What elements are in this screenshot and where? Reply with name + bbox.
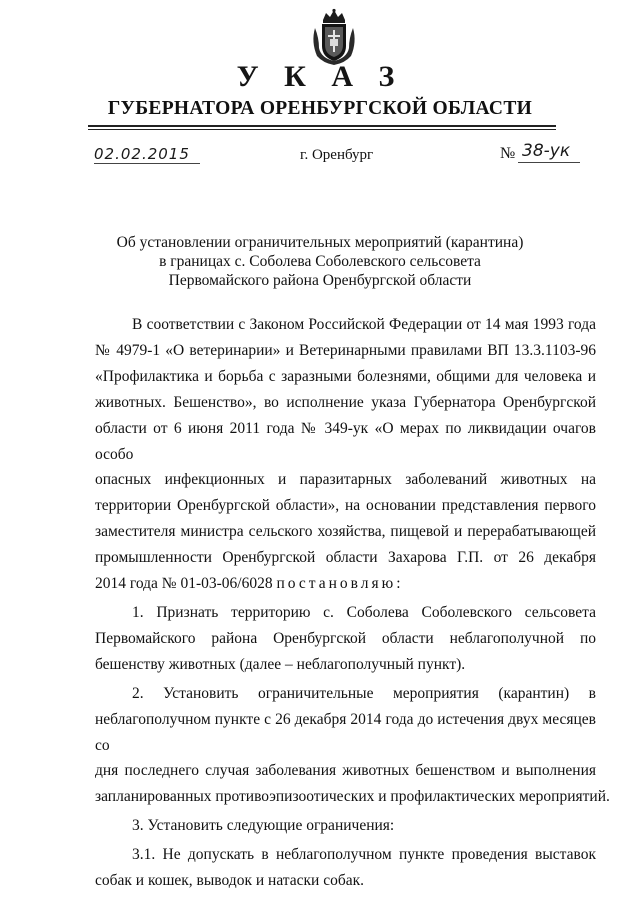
preamble-line: «Профилактика и борьба с заразными болезнями, общими для человека и: [95, 367, 596, 385]
item-line: Первомайского района Оренбургской области неблагополучной по: [95, 629, 596, 647]
date-underline: [94, 163, 200, 164]
decree-title: У К А З: [236, 60, 404, 93]
subject-line: Первомайского района Оренбургской области: [168, 272, 472, 289]
number-underline: [518, 162, 580, 163]
header-divider-thick: [88, 125, 556, 127]
preamble-line: опасных инфекционных и паразитарных заболеваний животных на: [95, 471, 596, 489]
item-2: [95, 681, 610, 811]
subject-line: в границах с. Соболева Соболевского сельсовета: [159, 253, 481, 270]
preamble-line: области от 6 июня 2011 года № 349-ук «О мерах по ликвидации очагов особо: [95, 419, 596, 463]
decree-issuer: ГУБЕРНАТОРА ОРЕНБУРГСКОЙ ОБЛАСТИ: [107, 98, 533, 119]
preamble-line: промышленности Оренбургской области Захарова Г.П. от 26 декабря: [95, 549, 596, 567]
resolution-word: постановляю:: [276, 575, 404, 593]
preamble-line: животных. Бешенство», во исполнение указа Губернатора Оренбургской: [95, 393, 596, 411]
header-divider-thin: [88, 129, 556, 130]
preamble-line: В соответствии с Законом Российской Федерации от 14 мая 1993 года: [132, 316, 596, 333]
subject-line: Об установлении ограничительных мероприятий (карантина): [116, 234, 524, 251]
coat-of-arms-emblem: [309, 8, 359, 66]
item-1: [95, 600, 596, 678]
decree-city: г. Оренбург: [300, 147, 374, 163]
item-3: [95, 813, 596, 839]
decree-subject: [0, 233, 640, 290]
preamble-line: № 4979-1 «О ветеринарии» и Ветеринарными правилами ВП 13.3.1103-96: [95, 341, 596, 359]
preamble-reference: 2014 года № 01-03-06/6028: [95, 575, 273, 593]
item-line: запланированных противоэпизоотических и профилактических мероприятий.: [95, 788, 610, 806]
item-line: бешенству животных (далее – неблагополучный пункт).: [95, 655, 466, 673]
preamble-line: территории Оренбургской области», на основании представления первого: [95, 497, 596, 515]
decree-number-label: №: [500, 145, 516, 162]
decree-date: 02.02.2015: [94, 145, 190, 163]
item-line: дня последнего случая заболевания животных бешенством и выполнения: [95, 762, 596, 780]
item-line: 3.1. Не допускать в неблагополучном пункте проведения выставок: [132, 846, 596, 864]
preamble-line: [95, 571, 596, 597]
decree-number: 38-ук: [522, 141, 571, 161]
item-line: собак и кошек, выводок и натаски собак.: [95, 872, 365, 890]
preamble-line: заместителя министра сельского хозяйства, пищевой и перерабатывающей: [95, 523, 596, 541]
preamble-paragraph: [95, 312, 596, 597]
item-line: 3. Установить следующие ограничения:: [132, 817, 395, 835]
item-line: 1. Признать территорию с. Соболева Соболевского сельсовета: [132, 603, 596, 621]
decree-body: [95, 312, 610, 894]
item-line: 2. Установить ограничительные мероприятия (карантин) в: [132, 684, 596, 702]
item-3-1: [95, 842, 596, 894]
item-line: неблагополучном пункте с 26 декабря 2014 года до истечения двух месяцев со: [95, 710, 596, 754]
